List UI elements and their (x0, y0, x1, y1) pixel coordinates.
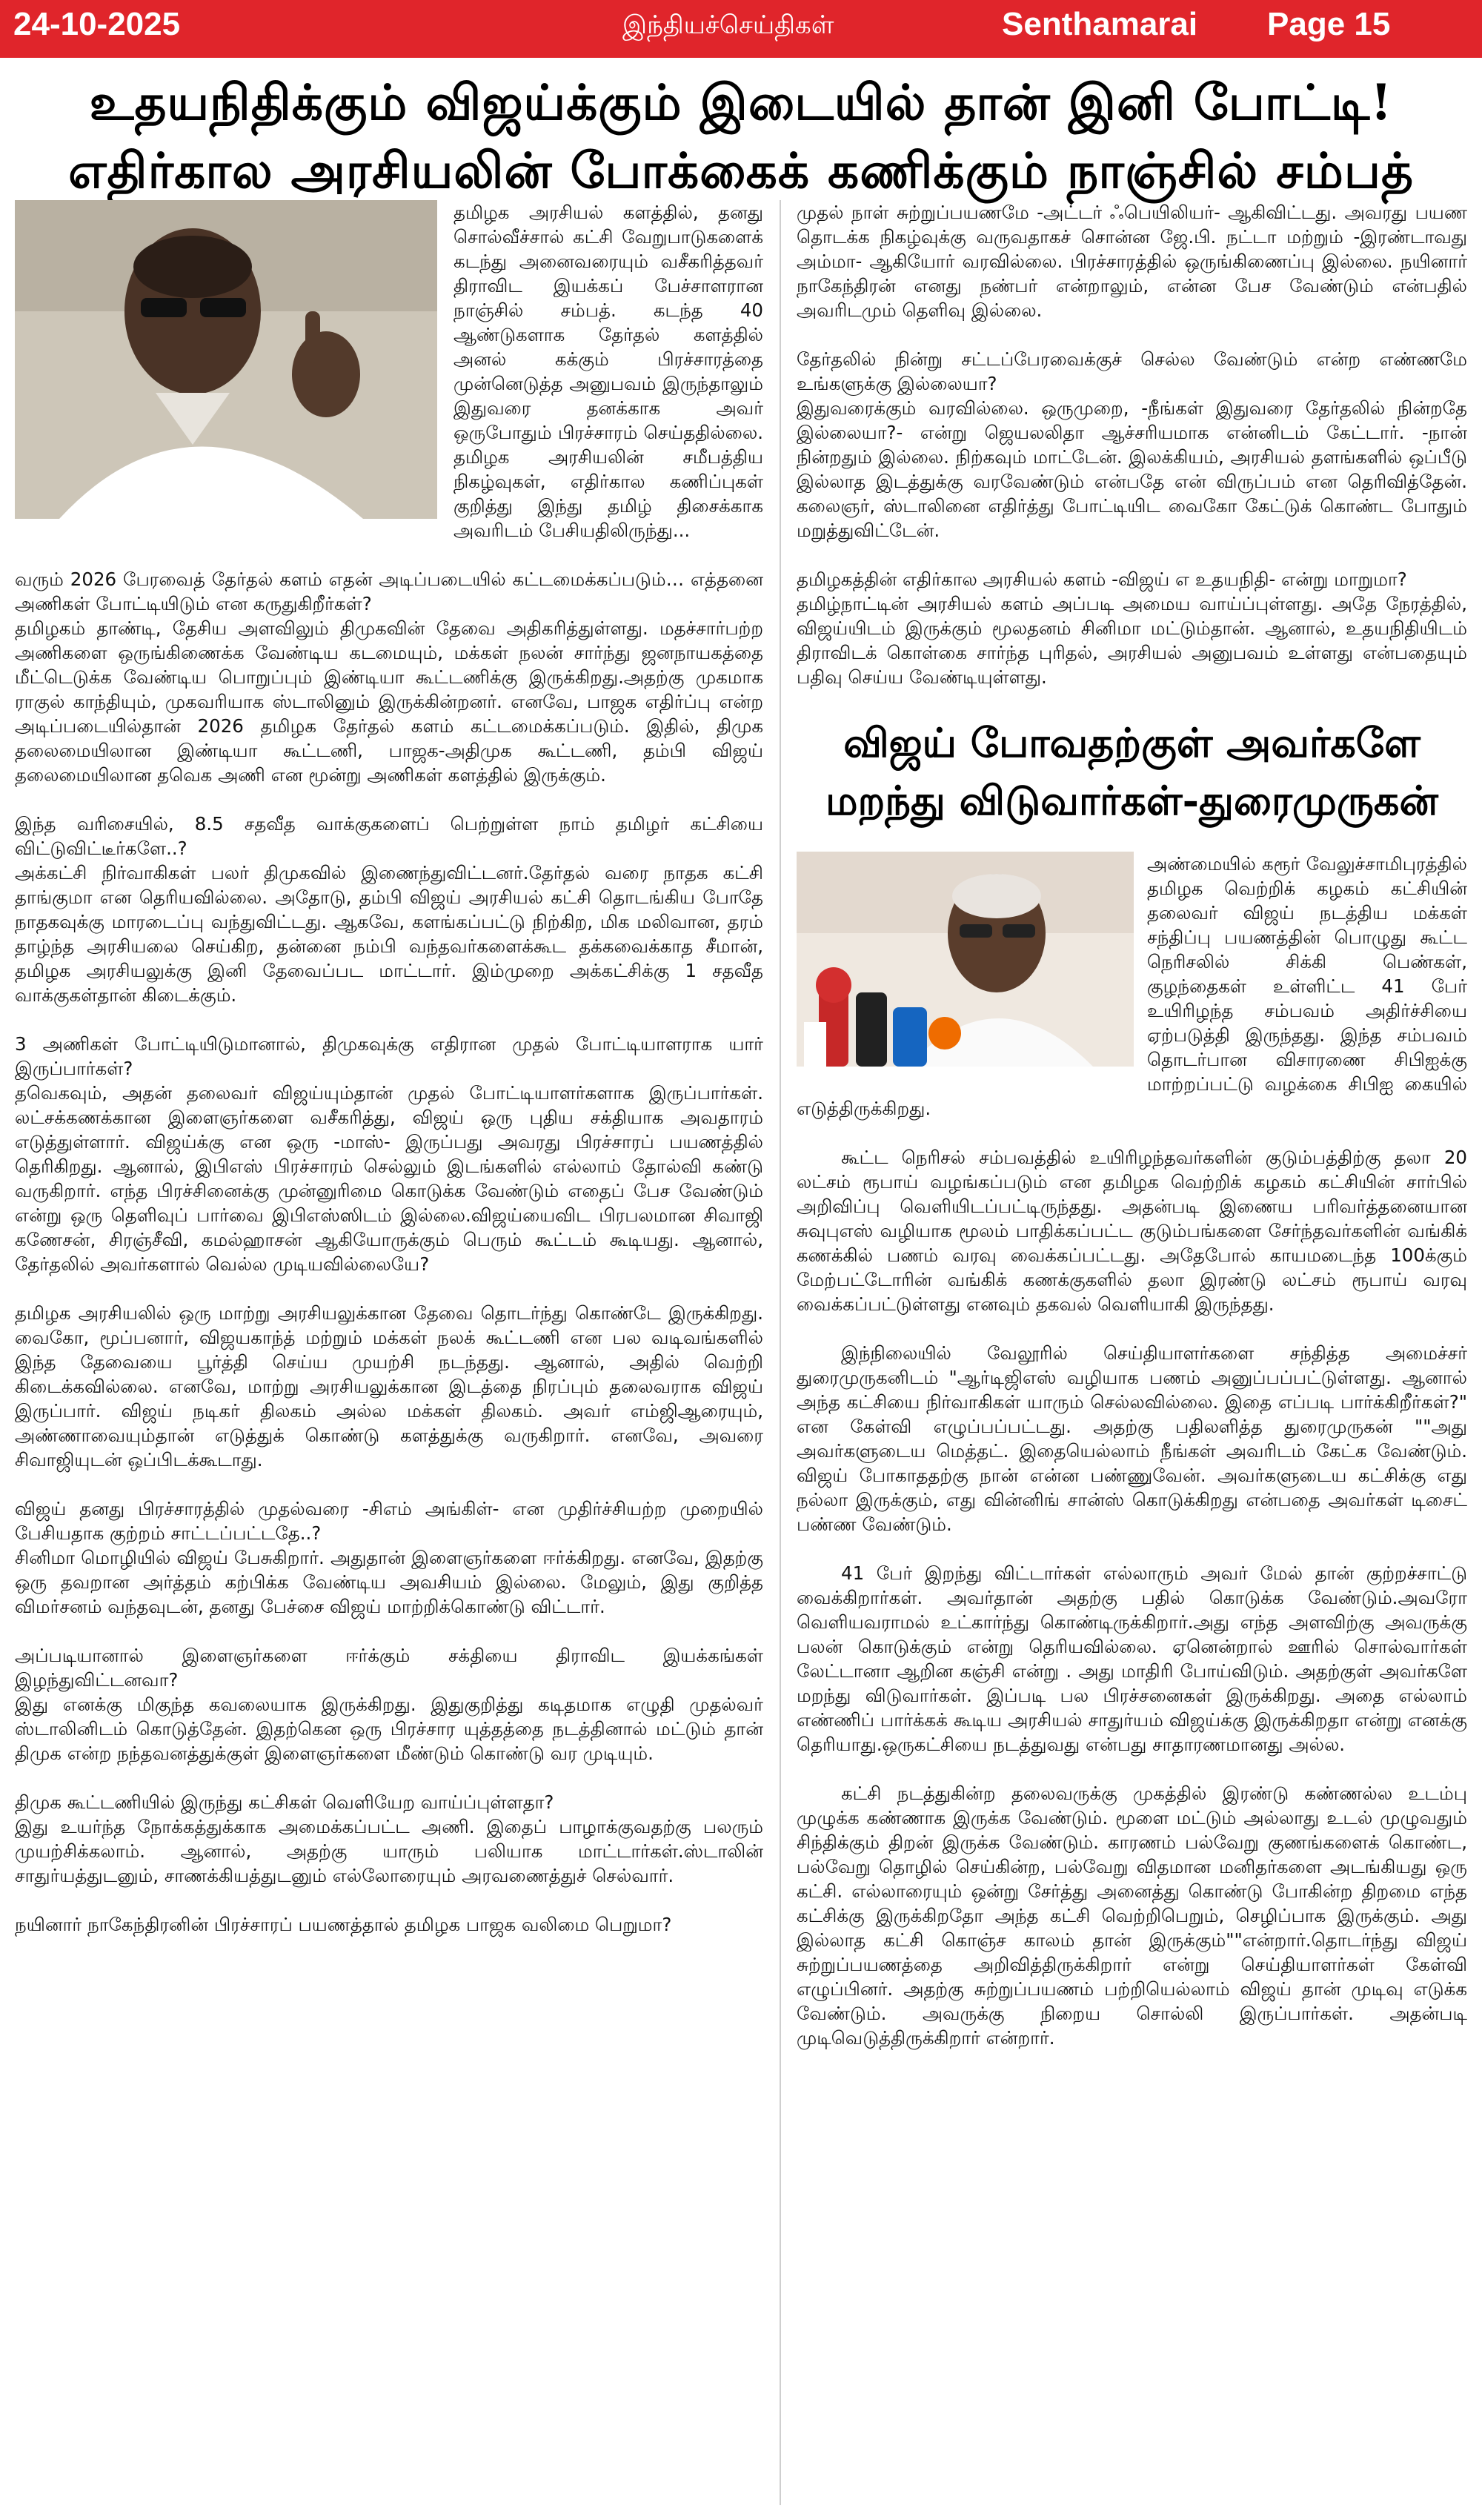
interview-answer: இதுவரைக்கும் வரவில்லை. ஒருமுறை, -நீங்கள் இதுவரை தேர்தலில் நின்றதே இல்லையா?- என்று ஜெயலலிதா ஆச்சரியமாக என்னிடம் கேட்டார். -நான் நின்றதும் இல்லை. நிற்கவும் மாட்டேன். இலக்கியம், அரசியல் தளங்களில் ஒப்பீடு இல்லாத இடத்துக்கு வரவேண்டும் என்பதே என் விருப்பம் என தெரிவித்தேன். கலைஞர், ஸ்டாலினை எதிர்த்து போட்டியிட வைகோ கேட்டுக் கொண்ட போதும் மறுத்துவிட்டேன். (797, 397, 1467, 541)
interview-question: தமிழகத்தின் எதிர்கால அரசியல் களம் -விஜய் எ உதயநிதி- என்று மாறுமா? (797, 568, 1407, 590)
duraimurugan-photo (797, 852, 1134, 1067)
interview-question: அப்படியானால் இளைஞர்களை ஈர்க்கும் சக்தியை திராவிட இயக்கங்கள் இழந்துவிட்டனவா? (15, 1645, 763, 1691)
interview-question: நயினார் நாகேந்திரனின் பிரச்சாரப் பயணத்தால் தமிழக பாஜக வலிமை பெறுமா? (15, 1914, 672, 1935)
qa-block (15, 1032, 763, 1276)
interview-question: வரும் 2026 பேரவைத் தேர்தல் களம் எதன் அடிப்படையில் கட்டமைக்கப்படும்… எத்தனை அணிகள் போட்டியிடும் என கருதுகிறீர்கள்? (15, 568, 763, 614)
interview-answer: முதல் நாள் சுற்றுப்பயணமே -அட்டர் ஃபெயிலியர்- ஆகிவிட்டது. அவரது பயண தொடக்க நிகழ்வுக்கு வருவதாகச் சொன்ன ஜே.பி. நட்டா மற்றும் -இரண்டாவது அம்மா- ஆகியோர் வரவில்லை. பிரச்சாரத்தில் ஒருங்கிணைப்பு இல்லை. நயினார் நாகேந்திரன் எனது நண்பர் என்றாலும், என்ன பேச வேண்டும் என்பதில் அவரிடமும் தெளிவு இல்லை. (797, 202, 1467, 321)
second-article-headline (797, 714, 1467, 829)
masthead-bar (0, 0, 1482, 58)
interview-question: திமுக கூட்டணியில் இருந்து கட்சிகள் வெளியேற வாய்ப்புள்ளதா? (15, 1791, 554, 1813)
qa-block (15, 1643, 763, 1765)
qa-block (15, 1912, 763, 1937)
article-column-right (797, 200, 1467, 2505)
news-paragraph: கூட்ட நெரிசல் சம்பவத்தில் உயிரிழந்தவர்களின் குடும்பத்திற்கு தலா 20 லட்சம் ரூபாய் வழங்கப்படும் என தமிழக வெற்றிக் கழகம் கட்சியின் சார்பில் அறிவிப்பு வெளியிடப்பட்டிருந்தது. அதன்படி இணைய பரிவர்த்தனையான சுவுபுஎஸ் வழியாக மூலம் பாதிக்கப்பட்ட குடும்பங்களை சேர்ந்தவர்களின் வங்கிக் கணக்கில் பணம் வரவு வைக்கப்பட்டது. அதேபோல் காயமடைந்த 100க்கும் மேற்பட்டோரின் வங்கிக் கணக்குகளில் தலா இரண்டு லட்சம் ரூபாய் வரவு வைக்கப்பட்டுள்ளது எனவும் தகவல் வெளியாகி இருந்தது. (797, 1147, 1467, 1315)
headline-line-2: எதிர்கால அரசியலின் போக்கைக் கணிக்கும் நாஞ்சில் சம்பத் (68, 142, 1414, 199)
interview-answer: இது எனக்கு மிகுந்த கவலையாக இருக்கிறது. இதுகுறித்து கடிதமாக எழுதி முதல்வர் ஸ்டாலினிடம் கொடுத்தேன். இதற்கென ஒரு பிரச்சார யுத்தத்தை நடத்தினால் மட்டும் தான் திமுக என்ற நந்தவனத்துக்குள் இளைஞர்களை மீண்டும் கொண்டு வர முடியும். (15, 1694, 763, 1764)
interview-answer: சினிமா மொழியில் விஜய் பேசுகிறார். அதுதான் இளைஞர்களை ஈர்க்கிறது. எனவே, இதற்கு ஒரு தவறான அர்த்தம் கற்பிக்க வேண்டிய அவசியம் இல்லை. மேலும், இது குறித்த விமர்சனம் வந்தவுடன், தனது பேச்சை விஜய் மாற்றிக்கொண்டு விட்டார். (15, 1547, 763, 1617)
interview-answer: தமிழக அரசியலில் ஒரு மாற்று அரசியலுக்கான தேவை தொடர்ந்து கொண்டே இருக்கிறது. வைகோ, மூப்பனார், விஜயகாந்த் மற்றும் மக்கள் நலக் கூட்டணி என பல வடிவங்களில் இந்த தேவையை பூர்த்தி செய்ய முயற்சி நடந்தது. ஆனால், அதில் வெற்றி கிடைக்கவில்லை. எனவே, மாற்று அரசியலுக்கான இடத்தை நிரப்பும் தலைவராக விஜய் இருப்பார். விஜய் நடிகர் திலகம் அல்ல மக்கள் திலகம். அவர் எம்ஜிஆரையும், அண்ணாவையும்தான் எடுத்துக் கொண்டு களத்துக்கு வருகிறார். எனவே, அவரை சிவாஜியுடன் ஒப்பிடக்கூடாது. (15, 1302, 763, 1470)
interview-question: 3 அணிகள் போட்டியிடுமானால், திமுகவுக்கு எதிரான முதல் போட்டியாளராக யார் இருப்பார்கள்? (15, 1033, 763, 1079)
main-headline (15, 68, 1467, 205)
qa-block (15, 812, 763, 1007)
second-headline-line-1: விஜய் போவதற்குள் அவர்களே (843, 719, 1420, 766)
qa-block (797, 567, 1467, 689)
second-headline-line-2: மறந்து விடுவார்கள்-துரைமுருகன் (825, 777, 1438, 824)
section-name: இந்தியச்செய்திகள் (622, 10, 834, 40)
news-paragraph: அண்மையில் கரூர் வேலுச்சாமிபுரத்தில் தமிழக வெற்றிக் கழகம் கட்சியின் தலைவர் விஜய் நடத்திய மக்கள் சந்திப்பு பயணத்தின் பொழுது கூட்ட நெரிசலில் சிக்கி பெண்கள், குழந்தைகள் உள்ளிட்ட 41 பேர் உயிரிழந்த சம்பவம் அதிர்ச்சியை ஏற்படுத்தி இருந்தது. இந்த சம்பவம் தொடர்பான விசாரணை சிபிஐக்கு மாற்றப்பட்டு வழக்கை சிபிஐ கையில் எடுத்திருக்கிறது. (797, 853, 1467, 1119)
qa-block (15, 567, 763, 787)
qa-block (15, 1301, 763, 1472)
interview-question: இந்த வரிசையில், 8.5 சதவீத வாக்குகளைப் பெற்றுள்ள நாம் தமிழர் கட்சியை விட்டுவிட்டீர்களே..? (15, 813, 763, 859)
interview-answer: இது உயர்ந்த நோக்கத்துக்காக அமைக்கப்பட்ட அணி. இதைப் பாழாக்குவதற்கு பலரும் முயற்சிக்கலாம். ஆனால், அதற்கு யாரும் பலியாக மாட்டார்கள்.ஸ்டாலின் சாதுர்யத்துடனும், சாணக்கியத்துடனும் எல்லோரையும் அரவணைத்துச் செல்வார். (15, 1816, 763, 1886)
article-intro: தமிழக அரசியல் களத்தில், தனது சொல்வீச்சால் கட்சி வேறுபாடுகளைக் கடந்து அனைவரையும் வசீகரித்தவர் திராவிட இயக்கப் பேச்சாளரான நாஞ்சில் சம்பத். கடந்த 40 ஆண்டுகளாக தேர்தல் களத்தில் அனல் கக்கும் பிரச்சாரத்தை முன்னெடுத்த அனுபவம் இருந்தாலும் இதுவரை தனக்காக அவர் ஒருபோதும் பிரச்சாரம் செய்ததில்லை. தமிழக அரசியலின் சமீபத்திய நிகழ்வுகள், எதிர்கால கணிப்புகள் குறித்து இந்து தமிழ் திசைக்காக அவரிடம் பேசியதிலிருந்து... (453, 202, 763, 541)
qa-block (15, 1790, 763, 1888)
nanjil-sampath-photo (15, 200, 437, 519)
article-column-left (15, 200, 763, 2505)
issue-date: 24-10-2025 (13, 6, 181, 42)
column-divider (780, 200, 781, 2505)
interview-answer: தவெகவும், அதன் தலைவர் விஜய்யும்தான் முதல் போட்டியாளர்களாக இருப்பார்கள். லட்சக்கணக்கான இளைஞர்களை வசீகரித்து, விஜய் ஒரு புதிய சக்தியாக அவதாரம் எடுத்துள்ளார். விஜய்க்கு என ஒரு -மாஸ்- இருப்பது அவரது பிரச்சாரப் பயணத்தில் தெரிகிறது. ஆனால், இபிஎஸ் பிரச்சாரம் செல்லும் இடங்களில் எல்லாம் தோல்வி கண்டு வருகிறார். எந்த பிரச்சினைக்கு முன்னுரிமை கொடுக்க வேண்டும் எதைப் பேச வேண்டும் என்று ஒரு தெளிவுப் பார்வை இபிஎஸ்ஸிடம் இல்லை.விஜய்யைவிட பிரபலமான சிவாஜி கணேசன், சிரஞ்சீவி, கமல்ஹாசன் ஆகியோருக்கும் பெரும் கூட்டம் கூடியது. ஆனால், தேர்தலில் அவர்களால் வெல்ல முடியவில்லையே? (15, 1082, 763, 1275)
interview-question: விஜய் தனது பிரச்சாரத்தில் முதல்வரை -சிஎம் அங்கிள்- என முதிர்ச்சியற்ற முறையில் பேசியதாக குற்றம் சாட்டப்பட்டதே..? (15, 1498, 763, 1544)
interview-answer: தமிழ்நாட்டின் அரசியல் களம் அப்படி அமைய வாய்ப்புள்ளது. அதே நேரத்தில், விஜய்யிடம் இருக்கும் மூலதனம் சினிமா மட்டும்தான். ஆனால், உதயநிதியிடம் திராவிடக் கொள்கை சார்ந்த புரிதல், அரசியல் அனுபவம் உள்ளது என்பதையும் பதிவு செய்ய வேண்டியுள்ளது. (797, 593, 1467, 688)
headline-line-1: உதயநிதிக்கும் விஜய்க்கும் இடையில் தான் இனி போட்டி! (89, 73, 1393, 131)
interview-answer: அக்கட்சி நிர்வாகிகள் பலர் திமுகவில் இணைந்துவிட்டனர்.தேர்தல் வரை நாதக கட்சி தாங்குமா என தெரியவில்லை. அதோடு, தம்பி விஜய் அரசியல் கட்சி தொடங்கிய போதே நாதகவுக்கு மாரடைப்பு வந்துவிட்டது. ஆகவே, களங்கப்பட்டு நிற்கிற, மிக மலிவான, தரம் தாழ்ந்த அரசியலை செய்கிற, தன்னை நம்பி வந்தவர்களைக்கூட தக்கவைக்காத சீமான், தமிழக அரசியலுக்கு இனி தேவைப்பட மாட்டார். இம்முறை அக்கட்சிக்கு 1 சதவீத வாக்குகள்தான் கிடைக்கும். (15, 862, 763, 1006)
qa-block (15, 1496, 763, 1619)
news-paragraph: 41 பேர் இறந்து விட்டார்கள் எல்லாரும் அவர் மேல் தான் குற்றச்சாட்டு வைக்கிறார்கள். அவர்தான் அதற்கு பதில் கொடுக்க வேண்டும்.அவரோ வெளியவராமல் உட்கார்ந்து கொண்டிருக்கிறார்.அது எந்த அளவிற்கு அவருக்கு பலன் கொடுக்கும் என்று தெரியவில்லை. ஏனென்றால் ஊரில் சொல்வார்கள் லேட்டானா ஆறின கஞ்சி என்று . அது மாதிரி போய்விடும். அதற்குள் அவர்களே மறந்து விடுவார்கள். இப்படி பல பிரச்சனைகள் இருக்கிறது. அதை எல்லாம் எண்ணிப் பார்க்கக் கூடிய அரசியல் சாதுர்யம் விஜய்க்கு இருக்கிறதா என்று எனக்கு தெரியாது.ஒருகட்சியை நடத்துவது என்பது சாதாரணமானது அல்ல. (797, 1562, 1467, 1755)
page-number: Page 15 (1267, 6, 1391, 42)
interview-answer: தமிழகம் தாண்டி, தேசிய அளவிலும் திமுகவின் தேவை அதிகரித்துள்ளது. மதச்சார்பற்ற அணிகளை ஒருங்கிணைக்க வேண்டிய கடமையும், மக்கள் நலன் சார்ந்து ஜனநாயகத்தை மீட்டெடுக்க வேண்டிய பொறுப்பும் இண்டியா கூட்டணிக்கு இருக்கிறது.அதற்கு முகமாக ராகுல் காந்தியும், முகவரியாக ஸ்டாலினும் இருக்கின்றனர். எனவே, பாஜக எதிர்ப்பு என்ற அடிப்படையில்தான் 2026 தமிழக தேர்தல் களம் கட்டமைக்கப்படும். இதில், திமுக தலைமையிலான இண்டியா கூட்டணி, பாஜக-அதிமுக கூட்டணி, தம்பி விஜய் தலைமையிலான தவெக அணி என மூன்று அணிகள் களத்தில் இருக்கும். (15, 617, 763, 786)
news-paragraph: இந்நிலையில் வேலூரில் செய்தியாளர்களை சந்தித்த அமைச்சர் துரைமுருகனிடம் "ஆர்டிஜிஎஸ் வழியாக பணம் அனுப்பப்பட்டுள்ளது. ஆனால் அந்த கட்சியை நிர்வாகிகள் யாரும் செல்லவில்லை. இதை எப்படி பார்க்கிறீர்கள்?" என கேள்வி எழுப்பப்பட்டது. அதற்கு பதிலளித்த துரைமுருகன் ""அது அவர்களுடைய மெத்தட். இதையெல்லாம் நீங்கள் அவரிடம் கேட்க வேண்டும். விஜய் போகாததற்கு நான் என்ன பண்ணுவேன். அவர்களுடைய கட்சிக்கு எது நல்லா இருக்கும், எது வின்னிங் சான்ஸ் கொடுக்கிறது என்பதை அவர்கள் டிசைட் பண்ண வேண்டும். (797, 1342, 1467, 1535)
publication-name: Senthamarai (1002, 6, 1198, 42)
interview-question: தேர்தலில் நின்று சட்டப்பேரவைக்குச் செல்ல வேண்டும் என்ற எண்ணமே உங்களுக்கு இல்லையா? (797, 348, 1467, 394)
qa-block (797, 200, 1467, 322)
news-paragraph: கட்சி நடத்துகின்ற தலைவருக்கு முகத்தில் இரண்டு கண்ணல்ல உடம்பு முழுக்க கண்ணாக இருக்க வேண்டும். மூளை மட்டும் அல்லாது உடல் முழுவதும் சிந்திக்கும் திறன் இருக்க வேண்டும். காரணம் பல்வேறு குணங்களைக் கொண்ட, பல்வேறு தொழில் செய்கின்ற, பல்வேறு விதமான மனிதர்களை அடங்கியது ஒரு கட்சி. எல்லாரையும் ஒன்று சேர்த்து அனைத்து கொண்டு போகின்ற திறமை எந்த கட்சிக்கு இருக்கிறதோ அந்த கட்சி வெற்றிபெறும், செழிப்பாக இருக்கும். அது இல்லாத கட்சி கொஞ்ச காலம் தான் இருக்கும்""என்றார்.தொடர்ந்து விஜய் சுற்றுப்பயணத்தை அறிவித்திருக்கிறார் என்று செய்தியாளர்கள் கேள்வி எழுப்பினர். அதற்கு சுற்றுப்பயணம் பற்றியெல்லாம் விஜய் தான் முடிவு எடுக்க வேண்டும். அவருக்கு நிறைய சொல்லி இருப்பார்கள். அதன்படி முடிவெடுத்திருக்கிறார் என்றார். (797, 1783, 1467, 2049)
qa-block (797, 347, 1467, 543)
